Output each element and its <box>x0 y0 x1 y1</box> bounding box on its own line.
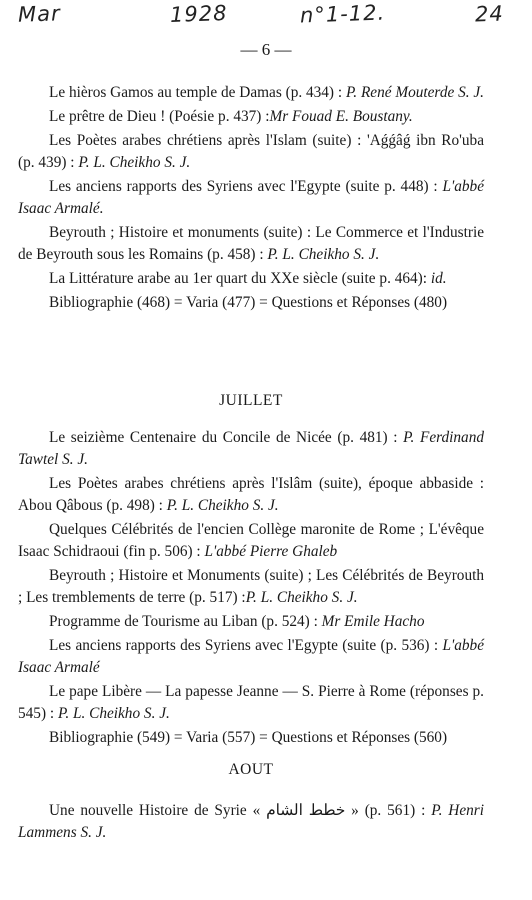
toc-entry: Les Poètes arabes chrétiens après l'Islam (suite) : 'Aǵǵâǵ ibn Ro'uba (p. 439) : P. L. Cheikho S. J. <box>18 132 484 171</box>
page-number: — 6 — <box>240 40 292 59</box>
toc-entry: Le seizième Centenaire du Concile de Nicée (p. 481) : P. Ferdinand Tawtel S. J. <box>18 429 484 468</box>
handwritten-issue: n°1-12. <box>299 0 386 28</box>
juillet-heading-block <box>18 392 484 410</box>
entry-author: Mr Emile Hacho <box>321 613 425 630</box>
section-heading-aout: AOUT <box>228 761 274 778</box>
toc-entry: Programme de Tourisme au Liban (p. 524) : Mr Emile Hacho <box>49 613 425 630</box>
toc-entry: Le prêtre de Dieu ! (Poésie p. 437) :Mr Fouad E. Boustany. <box>49 108 413 125</box>
handwritten-number: 24 <box>474 1 505 27</box>
entry-author: L'abbé Isaac Armalé <box>18 637 484 676</box>
aout-heading-block <box>18 761 484 779</box>
toc-entry: Bibliographie (549) = Varia (557) = Questions et Réponses (560) <box>49 729 448 746</box>
entry-author: L'abbé Pierre Ghaleb <box>204 543 338 560</box>
toc-entry: Le pape Libère — La papesse Jeanne — S. Pierre à Rome (réponses p. 545) : P. L. Cheikho S. J. <box>18 683 484 722</box>
entry-author: P. René Mouterde S. J. <box>345 84 484 101</box>
entry-author: Mr Fouad E. Boustany. <box>269 108 413 125</box>
entry-author: P. L. Cheikho S. J. <box>267 246 380 263</box>
toc-entry: Les anciens rapports des Syriens avec l'Egypte (suite p. 448) : L'abbé Isaac Armalé. <box>18 178 484 217</box>
march-section <box>18 82 484 316</box>
entry-author: L'abbé Isaac Armalé. <box>18 178 484 217</box>
toc-entry: Beyrouth ; Histoire et monuments (suite) : Le Commerce et l'Industrie de Beyrouth sous les Romains (p. 458) : P. L. Cheikho S. J. <box>18 224 484 263</box>
entry-author: P. L. Cheikho S. J. <box>78 154 191 171</box>
toc-entry: Les anciens rapports des Syriens avec l'Egypte (suite (p. 536) : L'abbé Isaac Armalé <box>18 637 484 676</box>
toc-entry: Beyrouth ; Histoire et Monuments (suite) ; Les Célébrités de Beyrouth ; Les tremblements de terre (p. 517) :P. L. Cheikho S. J. <box>18 567 484 606</box>
entry-author: P. L. Cheikho S. J. <box>57 705 170 722</box>
toc-entry: Quelques Célébrités de l'encien Collège maronite de Rome ; L'évêque Isaac Schidraoui (fin p. 506) : L'abbé Pierre Ghaleb <box>18 521 484 560</box>
entry-author: P. L. Cheikho S. J. <box>245 589 358 606</box>
toc-entry: Le hièros Gamos au temple de Damas (p. 434) : P. René Mouterde S. J. <box>49 84 484 101</box>
toc-entry: Une nouvelle Histoire de Syrie « خطط الشام » (p. 561) : P. Henri Lammens S. J. <box>18 802 484 841</box>
entry-author: id. <box>430 270 447 287</box>
entry-author: P. L. Cheikho S. J. <box>166 497 279 514</box>
toc-entry: Bibliographie (468) = Varia (477) = Questions et Réponses (480) <box>49 294 448 311</box>
handwritten-note-1: Mar <box>17 1 62 27</box>
toc-entry: La Littérature arabe au 1er quart du XXe siècle (suite p. 464): id. <box>49 270 447 287</box>
handwritten-year: 1928 <box>169 1 228 27</box>
aout-section <box>18 800 484 846</box>
juillet-section <box>18 427 484 751</box>
entry-author: P. Ferdinand Tawtel S. J. <box>18 429 484 468</box>
section-heading-juillet: JUILLET <box>219 392 283 409</box>
toc-entry: Les Poètes arabes chrétiens après l'Islâm (suite), époque abbaside : Abou Qâbous (p. 498) : P. L. Cheikho S. J. <box>18 475 484 514</box>
entry-author: P. Henri Lammens S. J. <box>18 802 484 841</box>
